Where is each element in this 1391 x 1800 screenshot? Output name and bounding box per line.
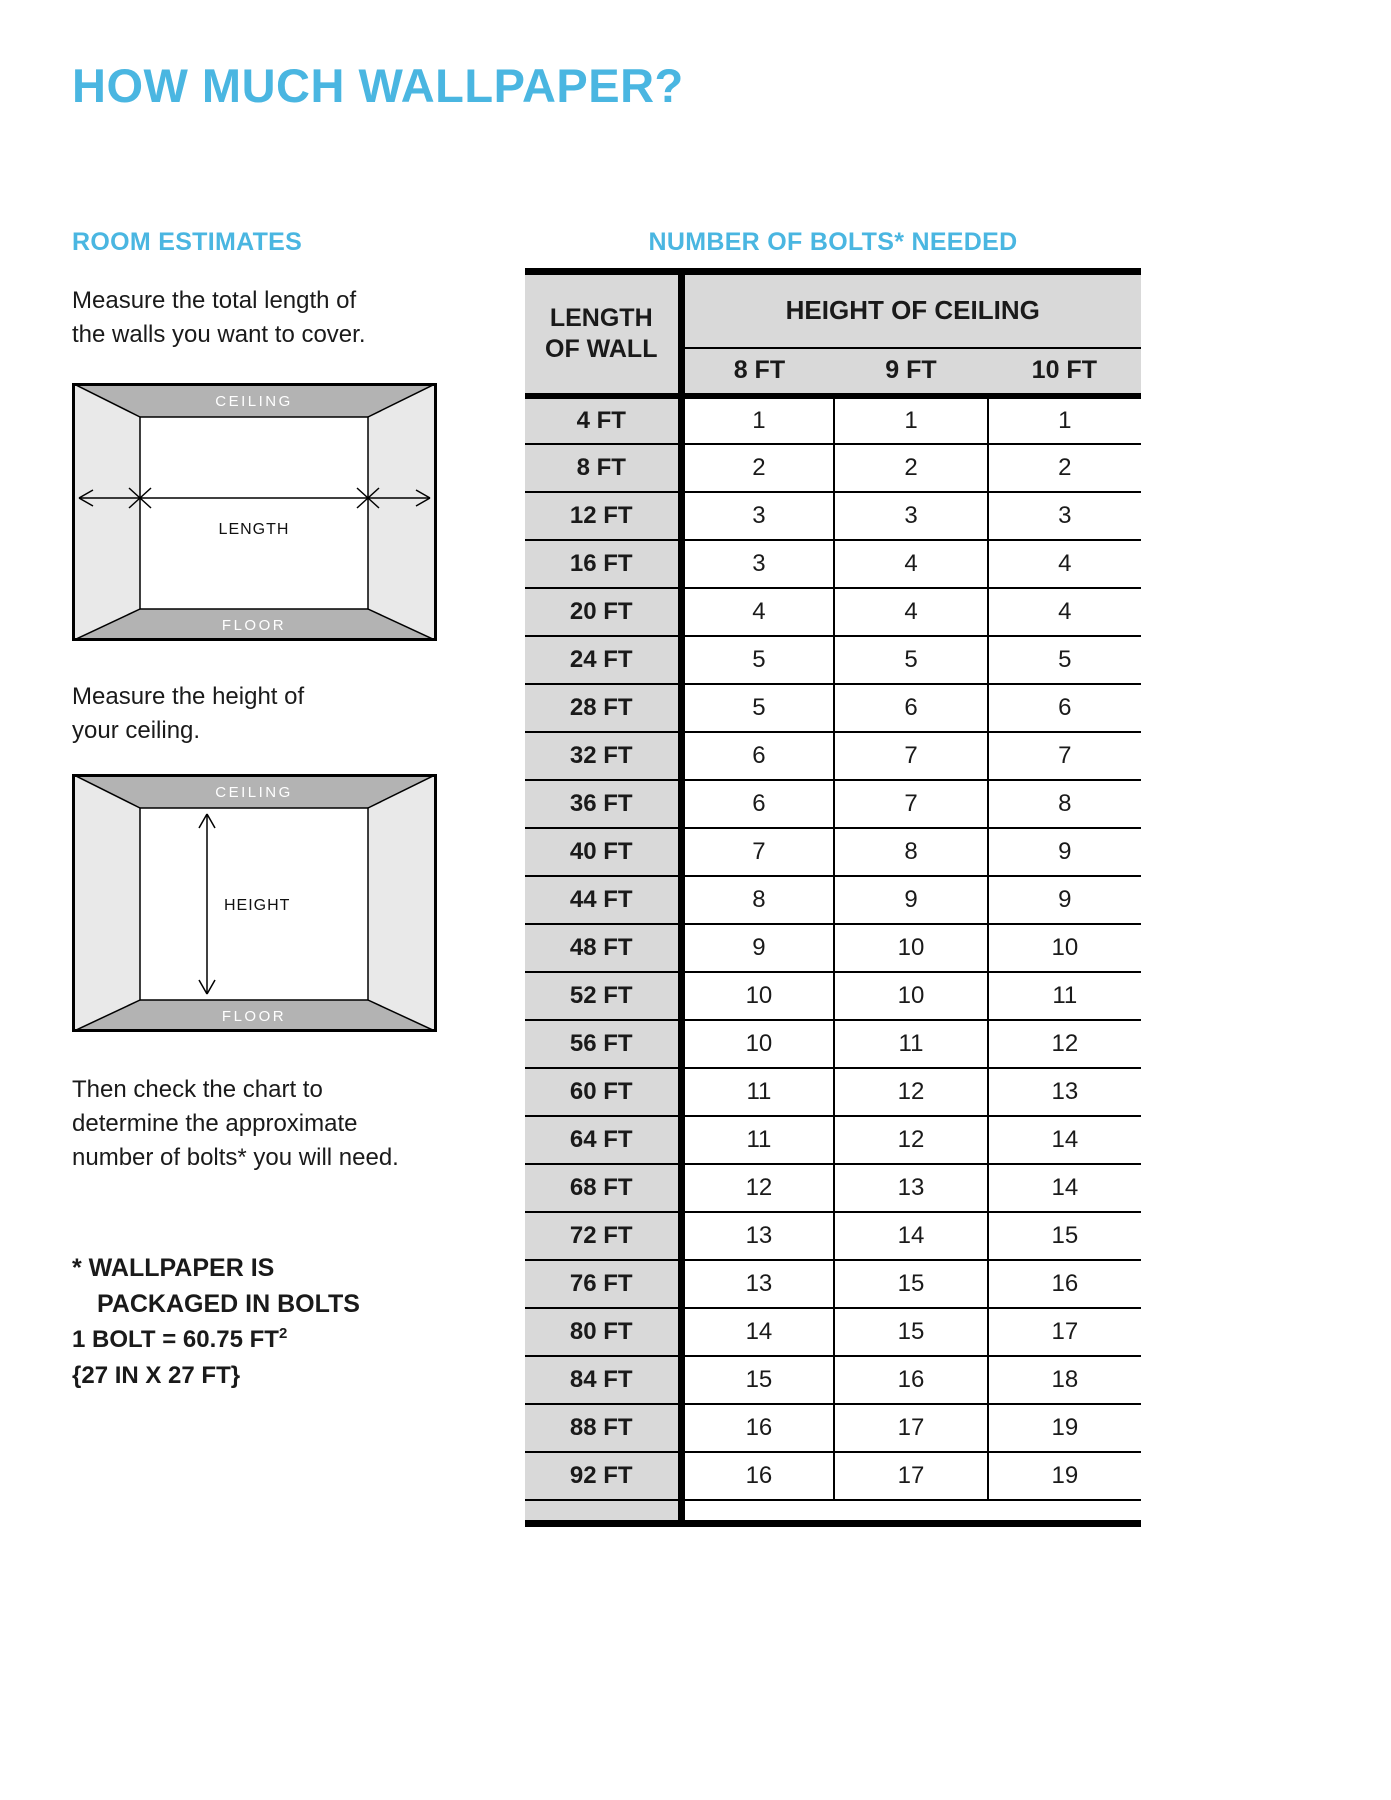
bolt-count-cell: 3 bbox=[988, 492, 1141, 540]
instruction-line: Measure the height of bbox=[72, 683, 305, 710]
floor-label: FLOOR bbox=[221, 1008, 287, 1025]
ceiling-label: CEILING bbox=[215, 784, 293, 801]
bolt-count-cell: 6 bbox=[681, 780, 834, 828]
wall-length-cell: 36 FT bbox=[525, 780, 681, 828]
bolt-count-cell: 16 bbox=[988, 1260, 1141, 1308]
bolt-count-cell: 2 bbox=[834, 444, 987, 492]
bolt-count-cell: 7 bbox=[681, 828, 834, 876]
bolts-table-body bbox=[525, 396, 1141, 1500]
table-row bbox=[525, 1308, 1141, 1356]
wall-length-cell: 56 FT bbox=[525, 1020, 681, 1068]
table-row bbox=[525, 876, 1141, 924]
bolt-count-cell: 9 bbox=[988, 876, 1141, 924]
table-row bbox=[525, 396, 1141, 444]
wallpaper-bolts-footnote bbox=[72, 1250, 360, 1322]
bolt-count-cell: 15 bbox=[834, 1308, 987, 1356]
bolt-count-cell: 5 bbox=[834, 636, 987, 684]
length-label: LENGTH bbox=[218, 521, 290, 538]
room-estimates-heading: ROOM ESTIMATES bbox=[72, 228, 303, 256]
table-row bbox=[525, 1452, 1141, 1500]
footnote-line: PACKAGED IN BOLTS bbox=[97, 1290, 360, 1318]
bolt-count-cell: 13 bbox=[834, 1164, 987, 1212]
footer-gray-strip bbox=[525, 1500, 681, 1524]
bolt-count-cell: 16 bbox=[681, 1452, 834, 1500]
bolt-count-cell: 9 bbox=[681, 924, 834, 972]
bolt-count-cell: 9 bbox=[988, 828, 1141, 876]
bolt-count-cell: 17 bbox=[834, 1452, 987, 1500]
wall-length-cell: 32 FT bbox=[525, 732, 681, 780]
table-row bbox=[525, 1356, 1141, 1404]
bolts-needed-heading: NUMBER OF BOLTS* NEEDED bbox=[648, 228, 1018, 256]
wall-length-cell: 84 FT bbox=[525, 1356, 681, 1404]
table-header-row bbox=[525, 272, 1141, 348]
bolt-count-cell: 6 bbox=[681, 732, 834, 780]
wall-length-cell: 88 FT bbox=[525, 1404, 681, 1452]
table-row bbox=[525, 1068, 1141, 1116]
table-row bbox=[525, 732, 1141, 780]
wall-length-cell: 80 FT bbox=[525, 1308, 681, 1356]
page-title: HOW MUCH WALLPAPER? bbox=[72, 59, 684, 112]
instruction-step-length bbox=[72, 284, 365, 352]
table-row bbox=[525, 444, 1141, 492]
bolt-count-cell: 9 bbox=[834, 876, 987, 924]
bolts-table-container bbox=[525, 268, 1141, 1527]
bolt-count-cell: 4 bbox=[681, 588, 834, 636]
bolt-count-cell: 1 bbox=[681, 396, 834, 444]
length-of-wall-header: LENGTH OF WALL bbox=[525, 272, 681, 396]
bolt-size-superscript: 2 bbox=[278, 1325, 288, 1342]
bolt-count-cell: 11 bbox=[988, 972, 1141, 1020]
left-wall bbox=[72, 774, 140, 1032]
bolt-count-cell: 6 bbox=[988, 684, 1141, 732]
bolt-count-cell: 10 bbox=[988, 924, 1141, 972]
bolt-count-cell: 10 bbox=[834, 972, 987, 1020]
bolt-count-cell: 3 bbox=[681, 540, 834, 588]
bolt-count-cell: 8 bbox=[834, 828, 987, 876]
bolt-count-cell: 10 bbox=[681, 1020, 834, 1068]
ceiling-label: CEILING bbox=[215, 393, 293, 410]
bolt-count-cell: 7 bbox=[834, 780, 987, 828]
bolt-count-cell: 8 bbox=[988, 780, 1141, 828]
bolt-count-cell: 15 bbox=[988, 1212, 1141, 1260]
bolt-count-cell: 7 bbox=[988, 732, 1141, 780]
bolt-count-cell: 14 bbox=[834, 1212, 987, 1260]
instruction-line: number of bolts* you will need. bbox=[72, 1144, 399, 1171]
table-row bbox=[525, 1212, 1141, 1260]
bolt-count-cell: 7 bbox=[834, 732, 987, 780]
bolt-count-cell: 12 bbox=[834, 1116, 987, 1164]
table-row bbox=[525, 1164, 1141, 1212]
bolt-count-cell: 15 bbox=[681, 1356, 834, 1404]
wall-length-cell: 76 FT bbox=[525, 1260, 681, 1308]
ceiling-height-column-header: 8 FT bbox=[681, 348, 834, 396]
bolt-count-cell: 11 bbox=[681, 1116, 834, 1164]
table-row bbox=[525, 540, 1141, 588]
wall-length-cell: 20 FT bbox=[525, 588, 681, 636]
instruction-line: Measure the total length of bbox=[72, 287, 357, 314]
bolt-count-cell: 11 bbox=[681, 1068, 834, 1116]
wall-length-cell: 12 FT bbox=[525, 492, 681, 540]
wall-length-cell: 48 FT bbox=[525, 924, 681, 972]
bolts-table bbox=[525, 268, 1141, 1527]
table-row bbox=[525, 1116, 1141, 1164]
bolt-count-cell: 3 bbox=[834, 492, 987, 540]
bolt-count-cell: 13 bbox=[988, 1068, 1141, 1116]
right-wall bbox=[368, 383, 437, 641]
right-wall bbox=[368, 774, 437, 1032]
bolt-count-cell: 13 bbox=[681, 1212, 834, 1260]
table-row bbox=[525, 684, 1141, 732]
bolt-count-cell: 14 bbox=[988, 1116, 1141, 1164]
bolt-count-cell: 6 bbox=[834, 684, 987, 732]
bolt-count-cell: 1 bbox=[988, 396, 1141, 444]
bolt-count-cell: 15 bbox=[834, 1260, 987, 1308]
bolt-count-cell: 12 bbox=[681, 1164, 834, 1212]
bolt-count-cell: 3 bbox=[681, 492, 834, 540]
bolt-count-cell: 12 bbox=[834, 1068, 987, 1116]
bolt-count-cell: 19 bbox=[988, 1452, 1141, 1500]
bolt-count-cell: 8 bbox=[681, 876, 834, 924]
bolt-count-cell: 14 bbox=[681, 1308, 834, 1356]
table-row bbox=[525, 924, 1141, 972]
bolt-count-cell: 4 bbox=[834, 540, 987, 588]
wall-length-cell: 60 FT bbox=[525, 1068, 681, 1116]
bolt-count-cell: 1 bbox=[834, 396, 987, 444]
bolt-count-cell: 4 bbox=[988, 540, 1141, 588]
bolt-count-cell: 4 bbox=[834, 588, 987, 636]
bolt-count-cell: 16 bbox=[834, 1356, 987, 1404]
bolt-count-cell: 11 bbox=[834, 1020, 987, 1068]
wall-length-cell: 28 FT bbox=[525, 684, 681, 732]
height-of-ceiling-header: HEIGHT OF CEILING bbox=[681, 272, 1141, 348]
bolt-count-cell: 2 bbox=[681, 444, 834, 492]
bolt-size-equation bbox=[72, 1325, 287, 1354]
instruction-step-height bbox=[72, 680, 304, 748]
table-row bbox=[525, 828, 1141, 876]
table-row bbox=[525, 1020, 1141, 1068]
wall-length-cell: 8 FT bbox=[525, 444, 681, 492]
wall-length-cell: 52 FT bbox=[525, 972, 681, 1020]
instruction-line: determine the approximate bbox=[72, 1110, 358, 1137]
wall-length-cell: 64 FT bbox=[525, 1116, 681, 1164]
instruction-line: your ceiling. bbox=[72, 717, 201, 744]
table-row bbox=[525, 780, 1141, 828]
bolt-count-cell: 5 bbox=[681, 684, 834, 732]
room-length-diagram bbox=[72, 383, 437, 641]
bolt-size-text: 1 BOLT = 60.75 FT bbox=[72, 1326, 279, 1353]
bolt-count-cell: 12 bbox=[988, 1020, 1141, 1068]
table-row bbox=[525, 636, 1141, 684]
table-row bbox=[525, 588, 1141, 636]
wall-length-cell: 92 FT bbox=[525, 1452, 681, 1500]
ceiling-height-column-header: 9 FT bbox=[834, 348, 987, 396]
table-row bbox=[525, 1260, 1141, 1308]
bolt-count-cell: 5 bbox=[681, 636, 834, 684]
instruction-line: Then check the chart to bbox=[72, 1076, 323, 1103]
room-height-diagram bbox=[72, 774, 437, 1032]
bolt-dimensions: {27 IN X 27 FT} bbox=[72, 1362, 241, 1389]
bolt-count-cell: 10 bbox=[681, 972, 834, 1020]
bolt-count-cell: 19 bbox=[988, 1404, 1141, 1452]
ceiling-height-column-header: 10 FT bbox=[988, 348, 1141, 396]
floor-label: FLOOR bbox=[221, 617, 287, 634]
wall-length-cell: 24 FT bbox=[525, 636, 681, 684]
instruction-step-chart bbox=[72, 1073, 399, 1175]
instruction-line: the walls you want to cover. bbox=[72, 321, 366, 348]
bolt-count-cell: 4 bbox=[988, 588, 1141, 636]
left-wall bbox=[72, 383, 140, 641]
bolt-count-cell: 16 bbox=[681, 1404, 834, 1452]
bolt-count-cell: 17 bbox=[988, 1308, 1141, 1356]
bolt-count-cell: 13 bbox=[681, 1260, 834, 1308]
table-row bbox=[525, 1404, 1141, 1452]
back-wall bbox=[140, 417, 368, 609]
wall-length-cell: 72 FT bbox=[525, 1212, 681, 1260]
bolt-count-cell: 17 bbox=[834, 1404, 987, 1452]
bolt-count-cell: 10 bbox=[834, 924, 987, 972]
bolt-count-cell: 14 bbox=[988, 1164, 1141, 1212]
wall-length-cell: 68 FT bbox=[525, 1164, 681, 1212]
wall-length-cell: 16 FT bbox=[525, 540, 681, 588]
table-footer-row bbox=[525, 1500, 1141, 1524]
wall-length-cell: 40 FT bbox=[525, 828, 681, 876]
table-row bbox=[525, 492, 1141, 540]
footnote-line: * WALLPAPER IS bbox=[72, 1254, 275, 1282]
bolt-count-cell: 5 bbox=[988, 636, 1141, 684]
bolt-count-cell: 2 bbox=[988, 444, 1141, 492]
table-row bbox=[525, 972, 1141, 1020]
wall-length-cell: 44 FT bbox=[525, 876, 681, 924]
bolt-count-cell: 18 bbox=[988, 1356, 1141, 1404]
height-label: HEIGHT bbox=[224, 897, 291, 914]
wall-length-cell: 4 FT bbox=[525, 396, 681, 444]
